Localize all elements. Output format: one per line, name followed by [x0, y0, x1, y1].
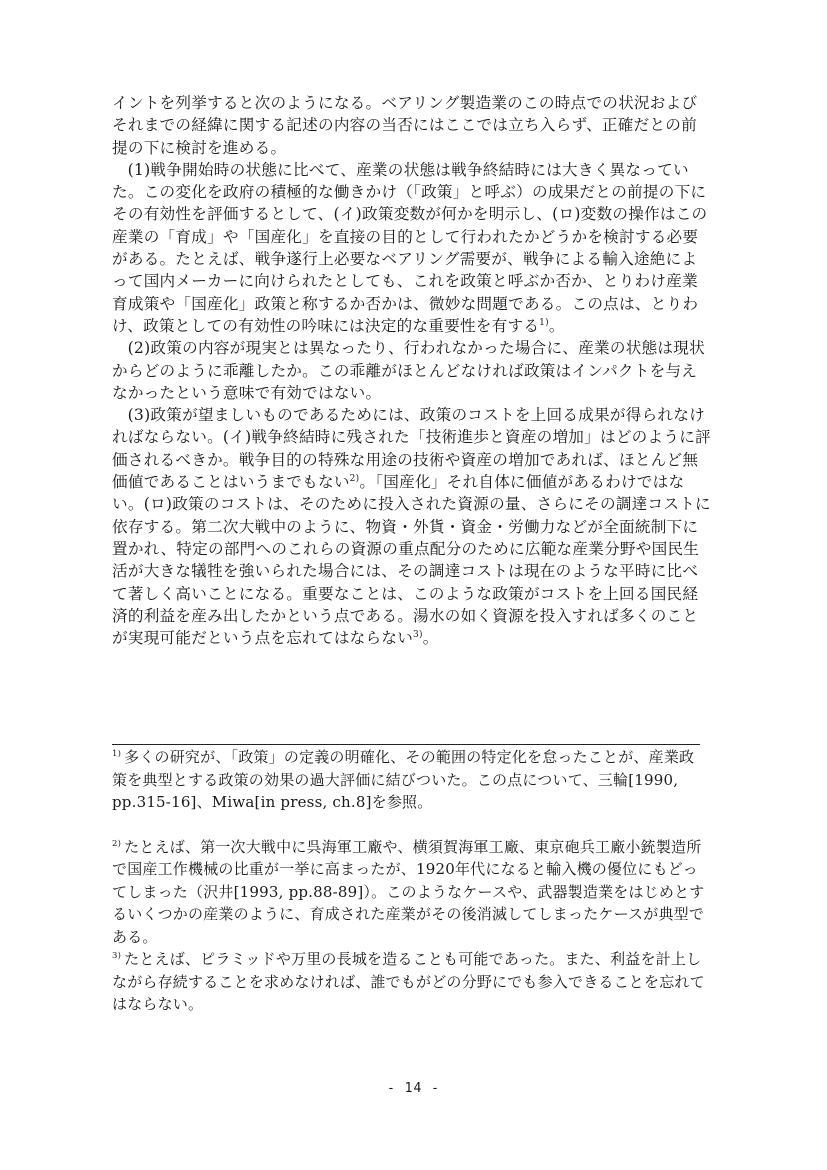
footnotes: [112, 746, 707, 1016]
footnote-ref-1: 1): [539, 317, 549, 328]
paragraph-point-2: (2)政策の内容が現実とは異なったり、行われなかった場合に、産業の状態は現状からどのように乖離したか。この乖離がほとんどなければ政策はインパクトを与えなかったという意味で有効ではない。: [112, 339, 705, 402]
paragraph-intro: イントを列挙すると次のようになる。ベアリング製造業のこの時点での状況およびそれまでの経緯に関する記述の内容の当否にはここでは立ち入らず、正確だとの前提の下に検討を進める。: [112, 94, 698, 157]
footnote-1: [112, 746, 707, 814]
page-number: - 14 -: [387, 1081, 440, 1096]
footnote-mark: 2): [112, 838, 122, 849]
body-text: [112, 92, 712, 649]
footnote-3: [112, 948, 707, 1016]
footnote-2: [112, 836, 707, 949]
footnote-text: たとえば、第一次大戦中に呉海軍工廠や、横須賀海軍工廠、東京砲兵工廠小銃製造所で国産工作機械の比重が一挙に高まったが、1920年代になると輸入機の優位にもどってしまった（沢井[1993, pp.88-89]）。このようなケースや、武器製造業をはじめとするいくつかの産業のように、育成された産業がその後消滅してしまったケースが典型である。: [112, 837, 705, 946]
footnote-text: たとえば、ピラミッドや万里の長城を造ることも可能であった。また、利益を計上しながら存続することを求めなければ、誰でもがどの分野にでも参入できることを忘れてはならない。: [112, 950, 705, 1013]
paragraph-point-3: (3)政策が望ましいものであるためには、政策のコストを上回る成果が得られなければならない。(イ)戦争終結時に残された「技術進歩と資産の増加」はどのように評価されるべきか。戦争目的の特殊な用途の技術や資産の増加であれば、ほとんど無価値であることはいうまでもない$^{2)}$。「国産化」それ自体に価値があるわけではない。(ロ)政策のコストは、そのために投入された資源の量、さらにその調達コストに依存する。第二次大戦中のように、物資・外貨・資金・労働力などが全面統制下に置かれ、特定の部門へのこれらの資源の重点配分のために広範な産業分野や国民生活が大きな犠牲を強いられた場合には、その調達コストは現在のような平時に比べて著しく高いことになる。重要なことは、このような政策がコストを上回る国民経済的利益を産み出したかという点である。湯水の如く資源を投入すれば多くのことが実現可能だという点を忘れてはならない$^{3)}$。: [112, 406, 711, 648]
paragraph-point-1: (1)戦争開始時の状態に比べて、産業の状態は戦争終結時には大きく異なっていた。この変化を政府の積極的な働きかけ（「政策」と呼ぶ）の成果だとの前提の下にその有効性を評価するとして、(イ)政策変数が何かを明示し、(ロ)変数の操作はこの産業の「育成」や「国産化」を直接の目的として行われたかどうかを検討する必要がある。たとえば、戦争遂行上必要なベアリング需要が、戦争による輸入途絶によって国内メーカーに向けられたとしても、これを政策と呼ぶか否か、とりわけ産業育成策や「国産化」政策と称するか否かは、微妙な問題である。この点は、とりわけ、政策としての有効性の吟味には決定的な重要性を有する$^{1)}$。: [112, 160, 708, 335]
footnote-mark: 3): [112, 951, 122, 961]
footnote-ref-2: 2): [349, 473, 360, 484]
footnote-divider: [112, 744, 700, 745]
footnote-text: 多くの研究が、「政策」の定義の明確化、その範囲の特定化を怠ったことが、産業政策を典型とする政策の効果の過大評価に結びついた。この点について、三輪[1990, pp.315-16]、Miwa[in press, ch.8]を参照。: [112, 748, 695, 811]
footnote-ref-3: 3): [413, 629, 423, 640]
footnote-mark: 1): [112, 749, 122, 759]
